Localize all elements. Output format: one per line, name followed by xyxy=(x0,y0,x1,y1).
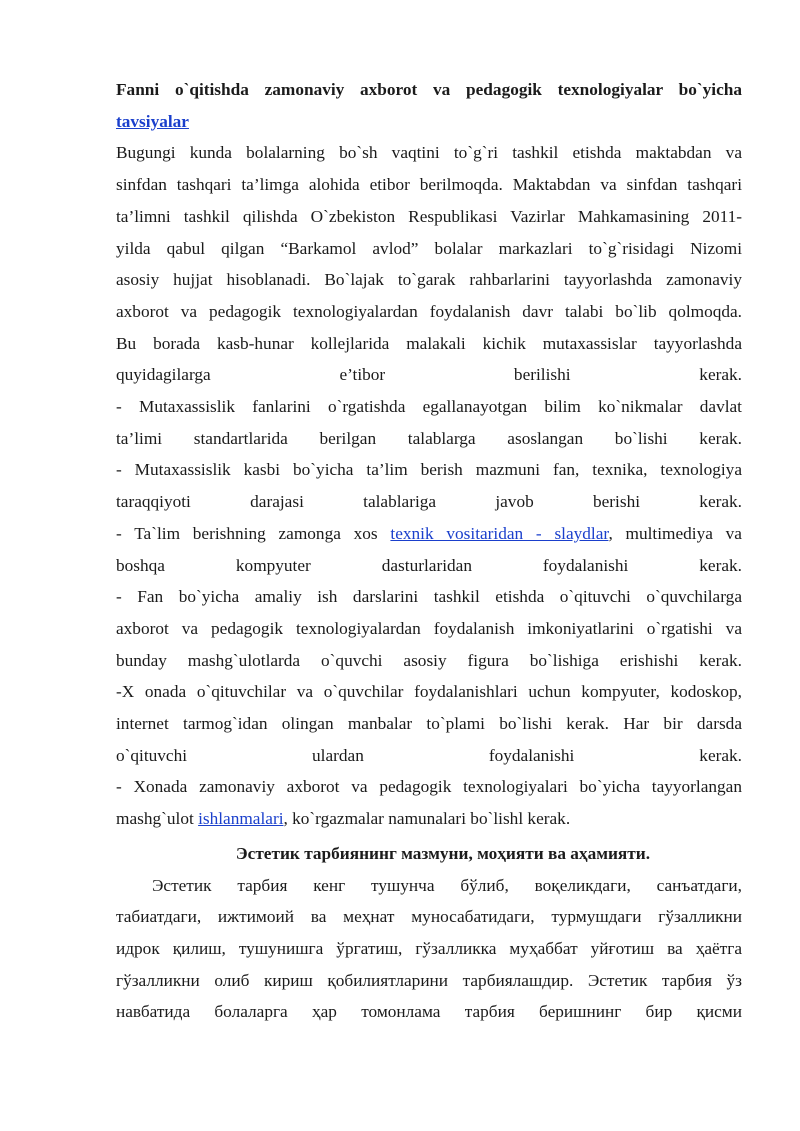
text-segment: , ko`rgazmalar namunalari bo`lishl kerak. xyxy=(283,809,571,829)
title-link[interactable]: tavsiyalar xyxy=(116,111,189,131)
cyrillic-text-line: Эстетик тарбия кенг тушунча бўлиб, воқеликдаги, санъатдаги, xyxy=(152,875,742,895)
text-segment: - Ta`lim berishning zamonga xos xyxy=(116,523,378,543)
text-line: axborot va pedagogik texnologiyalardan foydalanish davr talabi bo`lib qolmoqda. xyxy=(116,301,742,321)
text-line: bunday mashg`ulotlarda o`quvchi asosiy figura bo`lishiga erishishi kerak. xyxy=(116,650,742,670)
text-line: axborot va pedagogik texnologiyalardan foydalanish imkoniyatlarini o`rgatishi va xyxy=(116,618,742,638)
cyrillic-text-line: идрок қилиш, тушунишга ўргатиш, гўзалликка муҳаббат уйғотиш ва ҳаётга xyxy=(116,938,742,958)
section-heading: Эстетик тарбиянинг мазмуни, моҳияти ва аҳамияти. xyxy=(235,843,651,863)
cyrillic-text-line: гўзалликни олиб кириш қобилиятларини тарбиялашдир. Эстетик тарбия ўз xyxy=(116,970,742,990)
text-line: o`qituvchi ulardan foydalanishi kerak. xyxy=(116,745,742,765)
text-line: quyidagilarga e’tibor berilishi kerak. xyxy=(116,365,742,385)
cyrillic-text-line: табиатдаги, ижтимоий ва меҳнат муносабатидаги, турмушдаги гўзалликни xyxy=(116,907,742,927)
text-line: - Mutaxassislik kasbi bo`yicha ta’lim berish mazmuni fan, texnika, texnologiya xyxy=(116,460,742,480)
text-segment: , multimediya va xyxy=(608,523,742,543)
text-line: - Fan bo`yicha amaliy ish darslarini tashkil etishda o`qituvchi o`quvchilarga xyxy=(116,587,742,607)
text-line: yilda qabul qilgan “Barkamol avlod” bolalar markazlari to`g`risidagi Nizomi xyxy=(116,238,742,258)
text-line: ta’limni tashkil qilishda O`zbekiston Respublikasi Vazirlar Mahkamasining 2011- xyxy=(116,206,742,226)
text-line: sinfdan tashqari ta’limga alohida etibor berilmoqda. Maktabdan va sinfdan tashqari xyxy=(116,175,742,195)
slides-link[interactable]: texnik vositaridan - slaydlar xyxy=(390,523,609,543)
text-line-with-link xyxy=(116,518,742,550)
ishlanmalari-link[interactable]: ishlanmalari xyxy=(198,809,284,829)
text-line: boshqa kompyuter dasturlaridan foydalanishi kerak. xyxy=(116,555,742,575)
text-line: asosiy hujjat hisoblanadi. Bo`lajak to`garak rahbarlarini tayyorlashda zamonaviy xyxy=(116,270,742,290)
text-line: - Mutaxassislik fanlarini o`rgatishda egallanayotgan bilim ko`nikmalar davlat xyxy=(116,397,742,417)
text-line: internet tarmog`idan olingan manbalar to`plami bo`lishi kerak. Har bir darsda xyxy=(116,714,742,734)
text-line: Bu borada kasb-hunar kollejlarida malakali kichik mutaxassislar tayyorlashda xyxy=(116,333,742,353)
text-line: Bugungi kunda bolalarning bo`sh vaqtini to`g`ri tashkil etishda maktabdan va xyxy=(116,143,742,163)
cyrillic-text-line: навбатида болаларга ҳар томонлама тарбия беришнинг бир қисми xyxy=(116,1002,742,1022)
text-line-with-link xyxy=(116,803,742,835)
text-segment: mashg`ulot xyxy=(116,809,199,829)
document-title-cont xyxy=(116,106,742,138)
text-line: -X onada o`qituvchilar va o`quvchilar foydalanishlari uchun kompyuter, kodoskop, xyxy=(116,682,742,702)
text-line: ta’limi standartlarida berilgan talablarga asoslangan bo`lishi kerak. xyxy=(116,428,742,448)
text-line: taraqqiyoti darajasi talablariga javob berishi kerak. xyxy=(116,492,742,512)
text-line: - Xonada zamonaviy axborot va pedagogik texnologiyalari bo`yicha tayyorlangan xyxy=(116,777,742,797)
document-title: Fanni o`qitishda zamonaviy axborot va pedagogik texnologiyalar bo`yicha xyxy=(116,80,742,99)
